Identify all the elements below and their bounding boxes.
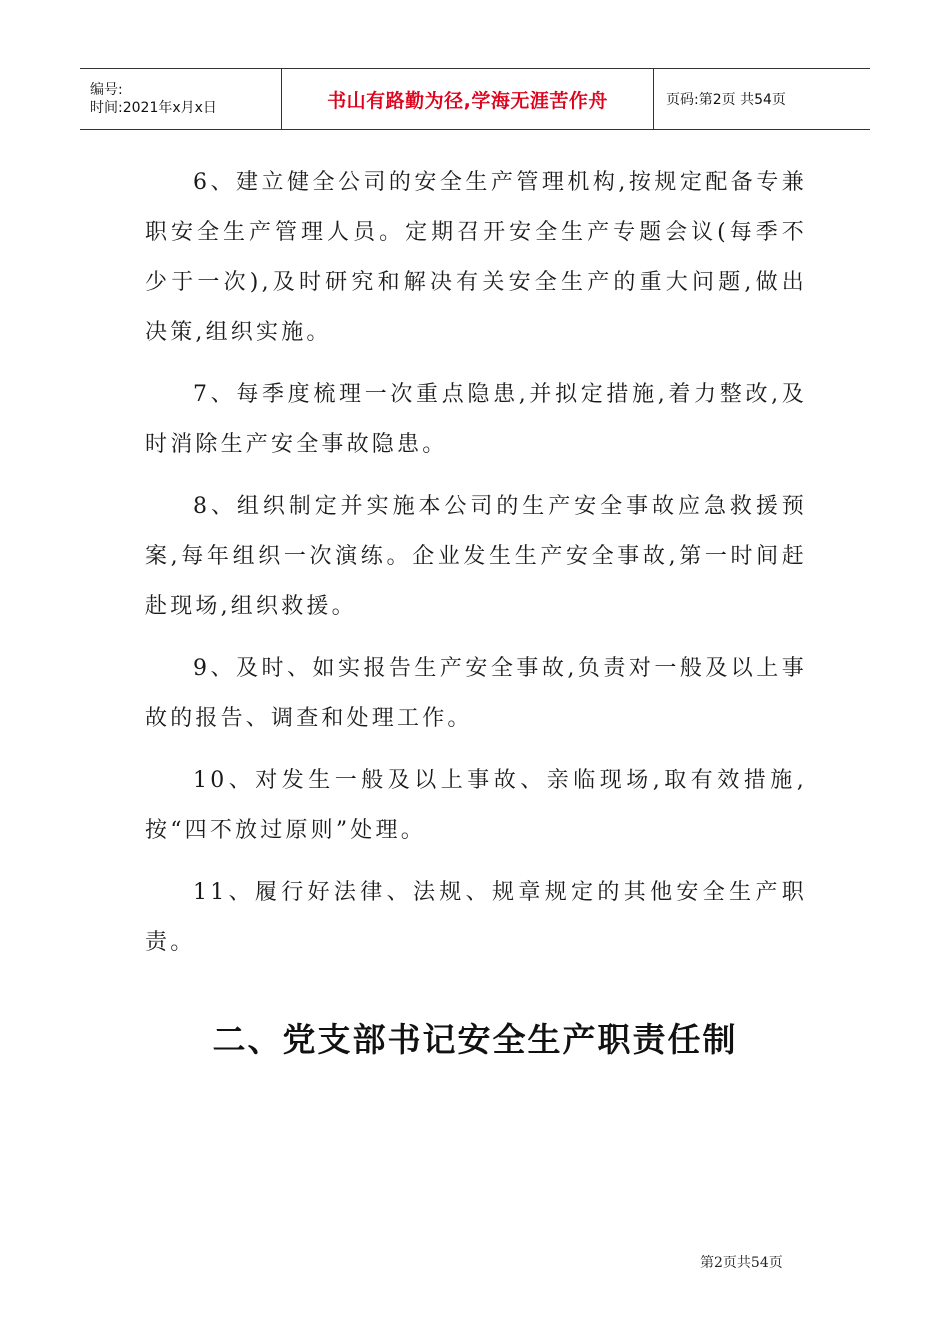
number-label: 编号:: [90, 82, 123, 98]
header-page-info: [654, 69, 870, 129]
paragraph-11: 11、履行好法律、法规、规章规定的其他安全生产职责。: [145, 880, 807, 955]
time-label: 时间:2021年x月x日: [90, 100, 217, 116]
document-body: [145, 158, 807, 980]
page-info-text: 页码:第2页 共54页: [666, 92, 786, 108]
paragraph-9: 9、及时、如实报告生产安全事故,负责对一般及以上事故的报告、调查和处理工作。: [145, 656, 807, 731]
header-meta: [80, 69, 282, 129]
page-header: [80, 68, 870, 130]
page-footer: 第2页共54页: [700, 1255, 783, 1271]
paragraph-6: 6、建立健全公司的安全生产管理机构,按规定配备专兼职安全生产管理人员。定期召开安全生产专题会议(每季不少于一次),及时研究和解决有关安全生产的重大问题,做出决策,组织实施。: [145, 170, 807, 345]
motto-text: 书山有路勤为径,学海无涯苦作舟: [327, 89, 608, 112]
header-motto: [282, 69, 654, 129]
section-title: 二、党支部书记安全生产职责任制: [212, 1020, 738, 1059]
paragraph-7: 7、每季度梳理一次重点隐患,并拟定措施,着力整改,及时消除生产安全事故隐患。: [145, 382, 807, 457]
paragraph-8: 8、组织制定并实施本公司的生产安全事故应急救援预案,每年组织一次演练。企业发生生产安全事故,第一时间赶赴现场,组织救援。: [145, 494, 807, 619]
paragraph-10: 10、对发生一般及以上事故、亲临现场,取有效措施,按“四不放过原则”处理。: [145, 768, 807, 843]
